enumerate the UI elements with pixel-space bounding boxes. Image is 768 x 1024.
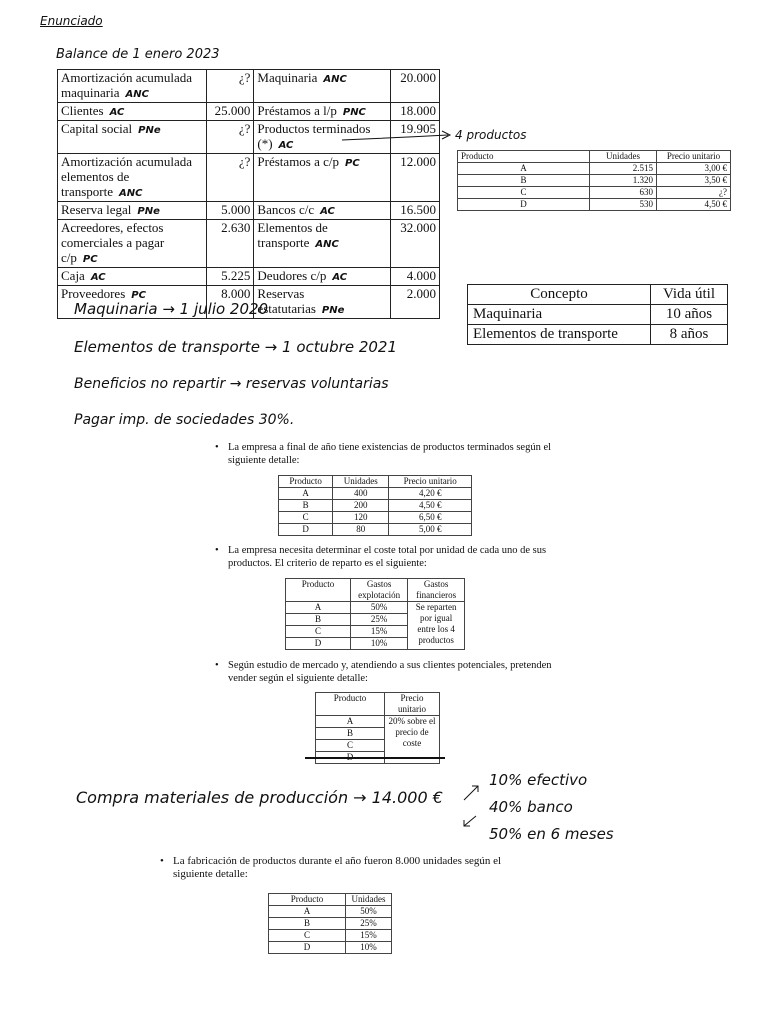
cell-text: 18.000 (400, 103, 436, 118)
bullet-venta: • Según estudio de mercado y, atendiendo a sus clientes potenciales, pretenden vender según el siguiente detalle: (215, 660, 552, 684)
table-row (269, 942, 392, 954)
balance-table (57, 69, 440, 319)
cell-text: Capital social (61, 121, 133, 136)
cell-text: 5.000 (221, 202, 251, 217)
table-cell (58, 268, 207, 286)
classification-tag: ANC (118, 188, 143, 199)
note-beneficios: Beneficios no repartir → reservas voluntarias (74, 376, 389, 392)
bullet-text: La empresa a final de año tiene existencias de productos terminados según el siguiente detalle: (228, 442, 552, 466)
fabricacion-table (268, 893, 392, 954)
note-impuesto: Pagar imp. de sociedades 30%. (74, 412, 295, 428)
table-cell (391, 220, 440, 268)
table-row (269, 918, 392, 930)
header-cell: Precio unitario (389, 476, 472, 488)
note-elementos: Elementos de transporte → 1 octubre 2021 (74, 338, 398, 356)
table-cell: A (286, 602, 351, 614)
cell-text: Bancos c/c (257, 202, 315, 217)
classification-tag: PC (131, 290, 146, 301)
table-row (279, 524, 472, 536)
classification-tag: PNe (137, 206, 160, 217)
table-cell: D (458, 199, 590, 211)
bullet-reparto: • La empresa necesita determinar el coste total por unidad de cada uno de sus productos. El criterio de reparto es el siguiente: (215, 545, 547, 569)
reparto-table (285, 578, 465, 650)
bullet-final-stock: • La empresa a final de año tiene existencias de productos terminados según el siguiente detalle: (215, 442, 552, 466)
table-row (458, 175, 731, 187)
classification-tag: PNe (321, 305, 345, 316)
table-cell: B (269, 918, 346, 930)
cell-text: 12.000 (400, 154, 436, 169)
header-cell: Unidades (590, 151, 657, 163)
note-4-productos: 4 productos (455, 128, 527, 142)
table-row (58, 202, 440, 220)
table-cell (58, 220, 207, 268)
table-cell: Maquinaria (468, 305, 651, 325)
arrow-icon (340, 128, 460, 148)
table-cell: 120 (333, 512, 389, 524)
divider (305, 757, 445, 759)
table-cell (58, 202, 207, 220)
table-cell: 4,50 € (389, 500, 472, 512)
cell-text: Clientes (61, 103, 104, 118)
table-cell: 5,00 € (389, 524, 472, 536)
cell-text: 4.000 (406, 268, 436, 283)
cell-text: ¿? (238, 154, 251, 169)
table-cell: 25% (346, 918, 392, 930)
cell-text: Deudores c/p (257, 268, 327, 283)
table-cell: C (316, 740, 385, 752)
header-cell: Producto (316, 693, 385, 716)
table-row (269, 906, 392, 918)
table-row (279, 500, 472, 512)
table-cell (391, 286, 440, 319)
note-compra-banco: 40% banco (489, 798, 573, 816)
table-cell (391, 268, 440, 286)
table-cell: D (279, 524, 333, 536)
header-cell: Unidades (333, 476, 389, 488)
table-cell (391, 202, 440, 220)
table-cell: 10% (346, 942, 392, 954)
table-cell: Elementos de transporte (468, 325, 651, 345)
header-cell: Unidades (346, 894, 392, 906)
table-cell: 630 (590, 187, 657, 199)
cell-text: ¿? (238, 121, 251, 136)
header-cell: Producto (269, 894, 346, 906)
classification-tag: ANC (125, 89, 149, 100)
cell-text: 2.630 (221, 220, 251, 235)
merged-cell: 20% sobre el precio de coste (385, 716, 440, 764)
table-cell: 25% (351, 614, 408, 626)
table-cell: 15% (351, 626, 408, 638)
stock-table (457, 150, 731, 211)
table-cell (254, 103, 391, 121)
table-cell: 4,50 € (657, 199, 731, 211)
table-row (58, 220, 440, 268)
table-cell: 8 años (651, 325, 728, 345)
table-cell: B (279, 500, 333, 512)
table-cell: 50% (351, 602, 408, 614)
table-row (58, 103, 440, 121)
cell-text: Elementos de transporte (257, 220, 328, 250)
table-cell: 10% (351, 638, 408, 650)
cell-text: 25.000 (214, 103, 251, 118)
table-cell (207, 154, 254, 202)
table-cell: C (269, 930, 346, 942)
venta-table (315, 692, 440, 764)
classification-tag: PNe (138, 125, 161, 136)
table-cell (58, 103, 207, 121)
classification-tag: AC (109, 107, 125, 118)
cell-text: 2.000 (406, 286, 436, 301)
vida-util-table (467, 284, 728, 345)
cell-text: ¿? (238, 70, 251, 85)
table-cell: C (458, 187, 590, 199)
header-cell: Precio unitario (657, 151, 731, 163)
table-row (458, 187, 731, 199)
classification-tag: PNC (342, 107, 366, 118)
table-cell (391, 154, 440, 202)
header-cell: Producto (286, 579, 351, 602)
table-cell (254, 154, 391, 202)
table-cell (58, 154, 207, 202)
cell-text: Amortización acumulada maquinaria (61, 70, 193, 100)
header-cell: Precio unitario (385, 693, 440, 716)
header-cell: Producto (458, 151, 590, 163)
table-cell: D (286, 638, 351, 650)
table-row (269, 930, 392, 942)
table-cell (207, 202, 254, 220)
table-cell (207, 268, 254, 286)
cell-text: Maquinaria (257, 70, 318, 85)
table-cell: 530 (590, 199, 657, 211)
note-maquinaria: Maquinaria → 1 julio 2020 (74, 300, 269, 318)
table-cell: A (316, 716, 385, 728)
table-cell: A (458, 163, 590, 175)
classification-tag: AC (278, 140, 294, 151)
cell-text: 5.225 (221, 268, 251, 283)
table-cell: ¿? (657, 187, 731, 199)
table-row (279, 512, 472, 524)
heading: Enunciado (40, 14, 103, 28)
header-cell: Concepto (468, 285, 651, 305)
table-cell (254, 202, 391, 220)
header-cell: Producto (279, 476, 333, 488)
cell-text: Productos terminados (*) (257, 121, 371, 151)
cell-text: Reservas estatutarias (257, 286, 316, 316)
cell-text: 20.000 (400, 70, 436, 85)
cell-text: 16.500 (400, 202, 436, 217)
classification-tag: PC (345, 158, 360, 169)
table-cell: 80 (333, 524, 389, 536)
table-cell: A (279, 488, 333, 500)
table-cell: 400 (333, 488, 389, 500)
table-cell (58, 121, 207, 154)
table-row (458, 163, 731, 175)
bullet-text: La fabricación de productos durante el año fueron 8.000 unidades según el siguiente detalle: (173, 855, 502, 880)
classification-tag: ANC (323, 74, 347, 85)
header-cell: Gastos financieros (408, 579, 465, 602)
table-cell (207, 103, 254, 121)
balance-title: Balance de 1 enero 2023 (56, 47, 220, 62)
table-cell: 6,50 € (389, 512, 472, 524)
table-cell (207, 70, 254, 103)
table-cell: D (269, 942, 346, 954)
bullet-fabricacion: • La fabricación de productos durante el año fueron 8.000 unidades según el siguiente detalle: (160, 855, 502, 880)
final-stock-table (278, 475, 472, 536)
table-row (279, 488, 472, 500)
table-cell (254, 286, 391, 319)
table-cell: B (286, 614, 351, 626)
table-cell: C (279, 512, 333, 524)
classification-tag: AC (320, 206, 335, 217)
table-cell: 3,00 € (657, 163, 731, 175)
header-cell: Gastos explotación (351, 579, 408, 602)
table-cell (391, 103, 440, 121)
merged-cell: Se reparten por igual entre los 4 productos (408, 602, 465, 650)
note-compra: Compra materiales de producción → 14.000 € (76, 788, 443, 807)
table-cell: 4,20 € (389, 488, 472, 500)
table-row (58, 70, 440, 103)
table-row (58, 268, 440, 286)
classification-tag: AC (332, 272, 348, 283)
table-row (458, 199, 731, 211)
classification-tag: ANC (315, 239, 339, 250)
table-cell (254, 268, 391, 286)
table-row (58, 154, 440, 202)
table-cell (254, 220, 391, 268)
cell-text: 19.905 (400, 121, 436, 136)
cell-text: 32.000 (400, 220, 436, 235)
cell-text: Préstamos a c/p (257, 154, 340, 169)
cell-text: Préstamos a l/p (257, 103, 337, 118)
table-cell: 50% (346, 906, 392, 918)
bullet-text: La empresa necesita determinar el coste total por unidad de cada uno de sus productos. El criterio de reparto es el siguiente: (228, 545, 547, 569)
cell-text: Acreedores, efectos comerciales a pagar c/p (61, 220, 165, 265)
table-cell (58, 70, 207, 103)
table-cell: B (316, 728, 385, 740)
table-cell: B (458, 175, 590, 187)
table-cell: 10 años (651, 305, 728, 325)
cell-text: Amortización acumulada elementos de transporte (61, 154, 193, 199)
table-cell: 1.320 (590, 175, 657, 187)
table-cell (391, 70, 440, 103)
table-cell: 3,50 € (657, 175, 731, 187)
note-compra-meses: 50% en 6 meses (489, 825, 614, 843)
table-cell: 200 (333, 500, 389, 512)
cell-text: 8.000 (221, 286, 251, 301)
table-cell: C (286, 626, 351, 638)
classification-tag: PC (82, 254, 98, 265)
table-cell (254, 70, 391, 103)
table-cell: A (269, 906, 346, 918)
table-cell (207, 220, 254, 268)
table-cell (207, 121, 254, 154)
note-compra-efectivo: 10% efectivo (489, 771, 588, 789)
table-cell: 2.515 (590, 163, 657, 175)
header-cell: Vida útil (651, 285, 728, 305)
bullet-text: Según estudio de mercado y, atendiendo a sus clientes potenciales, pretenden vender según el siguiente detalle: (228, 660, 552, 684)
cell-text: Reserva legal (61, 202, 132, 217)
cell-text: Caja (61, 268, 85, 283)
branch-arrows-icon (458, 780, 492, 830)
classification-tag: AC (90, 272, 106, 283)
cell-text: Proveedores (61, 286, 126, 301)
table-cell: 15% (346, 930, 392, 942)
